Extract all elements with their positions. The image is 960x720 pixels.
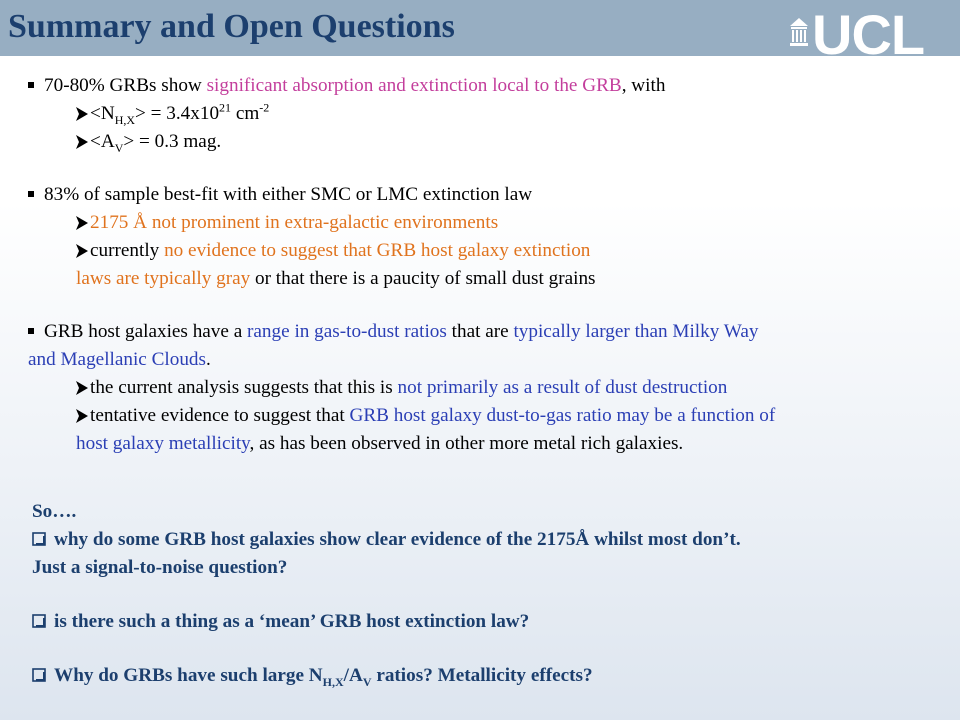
bullet-text: currently bbox=[90, 240, 165, 261]
open-questions bbox=[32, 498, 952, 690]
question-subscript: H,X bbox=[322, 674, 344, 689]
summary-bullet-1 bbox=[0, 72, 956, 100]
av-subscript: V bbox=[114, 140, 124, 155]
highlight-text: significant absorption and extinction local to the GRB bbox=[206, 75, 622, 96]
summary-subbullet-2175 bbox=[0, 209, 956, 237]
question-2 bbox=[32, 608, 952, 636]
nhx-value: > = 3.4x10 bbox=[135, 103, 220, 124]
nhx-unit-exponent: -2 bbox=[259, 100, 270, 115]
square-bullet-icon bbox=[28, 191, 34, 197]
av-open: <A bbox=[90, 131, 115, 152]
bullet-text: 70-80% GRBs show bbox=[44, 75, 207, 96]
questions-intro: So…. bbox=[32, 501, 77, 522]
summary-subbullet-gray-cont bbox=[0, 265, 956, 293]
question-text: why do some GRB host galaxies show clear evidence of the 2175Å whilst most don’t. bbox=[54, 529, 741, 550]
arrow-bullet-icon bbox=[76, 135, 88, 149]
question-3 bbox=[32, 662, 952, 690]
nhx-subscript: H,X bbox=[114, 112, 136, 127]
checkbox-bullet-icon bbox=[32, 668, 46, 682]
question-1-cont: Just a signal-to-noise question? bbox=[32, 557, 288, 578]
nhx-unit: cm bbox=[231, 103, 260, 124]
question-text: is there such a thing as a ‘mean’ GRB host extinction law? bbox=[54, 611, 530, 632]
bullet-text: , with bbox=[621, 75, 666, 96]
highlight-text: laws are typically gray bbox=[76, 268, 251, 289]
highlight-text: 2175 Å not prominent in extra-galactic environments bbox=[90, 212, 499, 233]
ucl-portico-icon bbox=[790, 18, 808, 46]
summary-subbullet-metallicity-cont bbox=[0, 430, 956, 458]
bullet-text: tentative evidence to suggest that bbox=[90, 405, 350, 426]
slide-title: Summary and Open Questions bbox=[8, 8, 455, 45]
question-1 bbox=[32, 526, 952, 554]
bullet-text: that are bbox=[446, 321, 514, 342]
question-text: Why do GRBs have such large N bbox=[54, 665, 323, 686]
arrow-bullet-icon bbox=[76, 381, 88, 395]
bullet-text: or that there is a paucity of small dust grains bbox=[250, 268, 596, 289]
question-text: /A bbox=[343, 665, 363, 686]
summary-subbullet-av bbox=[0, 128, 956, 156]
ucl-logo bbox=[790, 3, 940, 66]
arrow-bullet-icon bbox=[76, 409, 88, 423]
highlight-text: no evidence to suggest that GRB host galaxy extinction bbox=[164, 240, 591, 261]
bullet-text: , as has been observed in other more metal rich galaxies. bbox=[249, 433, 684, 454]
summary-subbullet-gray bbox=[0, 237, 956, 265]
highlight-text: GRB host galaxy dust-to-gas ratio may be a function of bbox=[349, 405, 776, 426]
summary-bullet-3 bbox=[0, 318, 956, 346]
square-bullet-icon bbox=[28, 82, 34, 88]
summary-bullet-3-cont bbox=[0, 346, 956, 374]
question-text: ratios? Metallicity effects? bbox=[371, 665, 593, 686]
highlight-text: and Magellanic Clouds bbox=[28, 349, 206, 370]
arrow-bullet-icon bbox=[76, 244, 88, 258]
ucl-logo-text: UCL bbox=[812, 3, 925, 66]
checkbox-bullet-icon bbox=[32, 532, 46, 546]
bullet-text: 83% of sample best-fit with either SMC or LMC extinction law bbox=[44, 184, 533, 205]
summary-subbullet-destruction bbox=[0, 374, 956, 402]
summary-subbullet-metallicity bbox=[0, 402, 956, 430]
question-subscript: V bbox=[362, 674, 372, 689]
square-bullet-icon bbox=[28, 328, 34, 334]
bullet-text: . bbox=[205, 349, 211, 370]
summary-content bbox=[0, 72, 956, 458]
av-value: > = 0.3 mag. bbox=[123, 131, 222, 152]
highlight-text: host galaxy metallicity bbox=[76, 433, 250, 454]
nhx-exponent: 21 bbox=[219, 100, 232, 115]
arrow-bullet-icon bbox=[76, 107, 88, 121]
nhx-open: <N bbox=[90, 103, 115, 124]
bullet-text: GRB host galaxies have a bbox=[44, 321, 248, 342]
highlight-text: range in gas-to-dust ratios bbox=[247, 321, 447, 342]
summary-subbullet-nhx bbox=[0, 100, 956, 128]
checkbox-bullet-icon bbox=[32, 614, 46, 628]
highlight-text: typically larger than Milky Way bbox=[513, 321, 759, 342]
header-bar bbox=[0, 0, 960, 66]
arrow-bullet-icon bbox=[76, 216, 88, 230]
bullet-text: the current analysis suggests that this is bbox=[90, 377, 398, 398]
summary-bullet-2 bbox=[0, 181, 956, 209]
highlight-text: not primarily as a result of dust destruction bbox=[397, 377, 728, 398]
